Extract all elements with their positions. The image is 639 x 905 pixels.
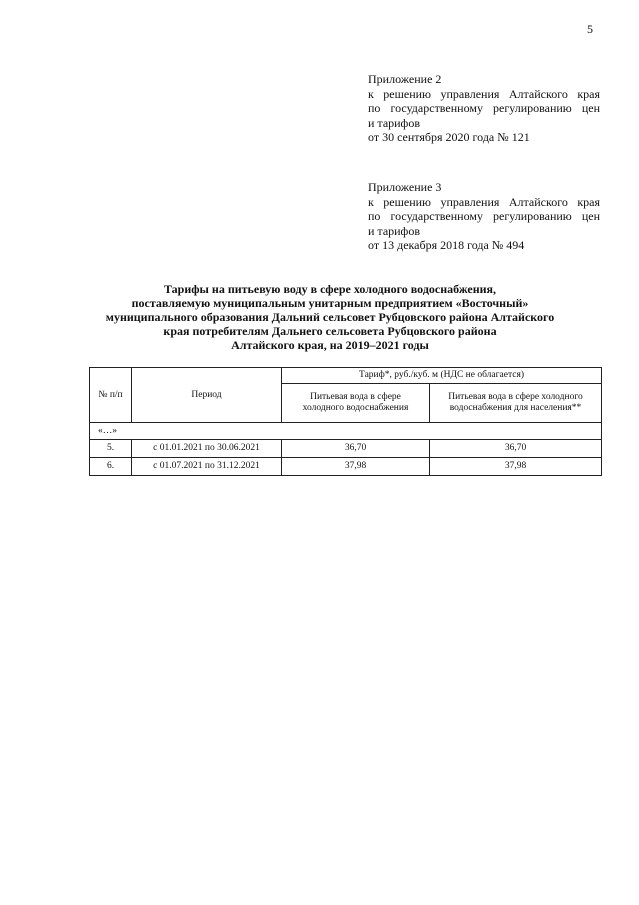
row-period: с 01.07.2021 по 31.12.2021 xyxy=(132,458,282,476)
appendix-2-line: к решению управления Алтайского края xyxy=(368,86,600,101)
row-period: с 01.01.2021 по 30.06.2021 xyxy=(132,440,282,458)
ellipsis-cell: «…» xyxy=(90,423,602,440)
title-line: края потребителям Дальнего сельсовета Рубцовского района xyxy=(163,324,497,338)
ellipsis-row xyxy=(90,423,602,440)
header-col-a-line: Питьевая вода в сфере xyxy=(310,392,401,402)
header-tariff: Тариф*, руб./куб. м (НДС не облагается) xyxy=(282,368,602,384)
document-title xyxy=(60,282,600,352)
title-line: муниципального образования Дальний сельсовет Рубцовского района Алтайского xyxy=(105,310,555,324)
title-line: Тарифы на питьевую воду в сфере холодного водоснабжения, xyxy=(163,282,497,296)
page-number: 5 xyxy=(587,22,593,36)
header-num: № п/п xyxy=(90,368,132,423)
row-num: 5. xyxy=(90,440,132,458)
row-tariff-b: 37,98 xyxy=(430,458,602,476)
header-col-b xyxy=(430,384,602,423)
appendix-3-line: по государственному регулированию цен xyxy=(368,209,600,223)
tariff-table xyxy=(89,367,602,476)
header-col-b-line: Питьевая вода в сфере холодного xyxy=(448,392,583,402)
appendix-3-line: к решению управления Алтайского края xyxy=(368,194,600,209)
appendix-2-line: и тарифов xyxy=(368,115,421,130)
appendix-2-line: по государственному регулированию цен xyxy=(368,101,600,115)
header-col-a-line: холодного водоснабжения xyxy=(302,403,409,413)
appendix-2-block xyxy=(368,72,600,145)
header-period: Период xyxy=(132,368,282,423)
appendix-3-block xyxy=(368,180,600,253)
appendix-3-line: Приложение 3 xyxy=(368,180,442,194)
row-num: 6. xyxy=(90,458,132,476)
appendix-2-line: Приложение 2 xyxy=(368,72,442,86)
row-tariff-a: 36,70 xyxy=(282,440,430,458)
title-line: поставляемую муниципальным унитарным предприятием «Восточный» xyxy=(131,296,529,310)
header-col-b-line: водоснабжения для населения** xyxy=(449,403,582,413)
appendix-3-line: и тарифов xyxy=(368,223,421,238)
title-line: Алтайского края, на 2019–2021 годы xyxy=(231,338,429,352)
table-row xyxy=(90,440,602,458)
appendix-2-line: от 30 сентября 2020 года № 121 xyxy=(368,130,530,144)
row-tariff-a: 37,98 xyxy=(282,458,430,476)
row-tariff-b: 36,70 xyxy=(430,440,602,458)
appendix-3-line: от 13 декабря 2018 года № 494 xyxy=(368,238,525,252)
header-col-a xyxy=(282,384,430,423)
table-row xyxy=(90,458,602,476)
table-header-row xyxy=(90,368,602,384)
